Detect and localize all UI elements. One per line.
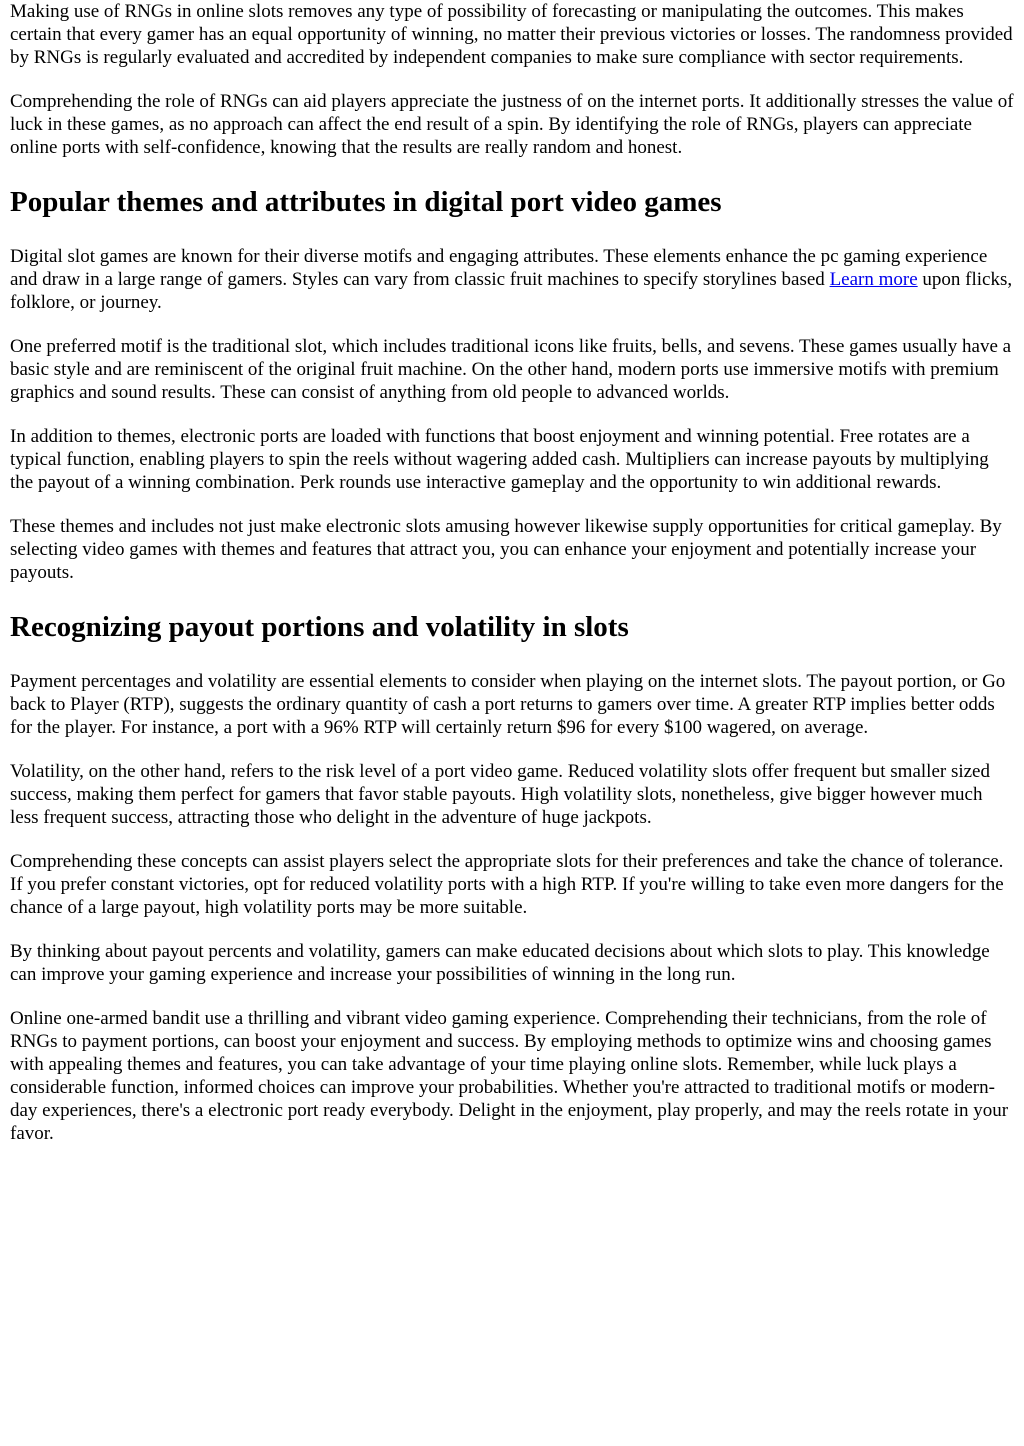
paragraph-rtp: Payment percentages and volatility are essential elements to consider when playing on the internet slots. The payout portion, or Go back to Player (RTP), suggests the ordinary quantity of cash a port returns to gamers over time. A greater RTP implies better odds for the player. For instance, a port with a 96% RTP will certainly return $96 for every $100 wagered, on average.: [10, 671, 1006, 738]
paragraph-features: In addition to themes, electronic ports are loaded with functions that boost enjoyment and winning potential. Free rotates are a typical function, enabling players to spin the reels without wagering added cash. Multipliers can increase payouts by multiplying the payout of a winning combination. Perk rounds use interactive gameplay and the opportunity to win additional rewards.: [10, 426, 989, 493]
learn-more-link[interactable]: Learn more: [829, 269, 918, 290]
paragraph-choose-slots: Comprehending these concepts can assist players select the appropriate slots for their preferences and take the chance of tolerance. If you prefer constant victories, opt for reduced volatility ports with a high RTP. If you're willing to take even more dangers for the chance of a large payout, high volatility ports may be more suitable.: [10, 851, 1004, 918]
heading-payout: Recognizing payout portions and volatility in slots: [10, 611, 629, 643]
paragraph-conclusion: Online one-armed bandit use a thrilling and vibrant video gaming experience. Comprehending their technicians, from the role of RNGs to payment portions, can boost your enjoyment and success. By employing methods to optimize wins and choosing games with appealing themes and features, you can take advantage of your time playing online slots. Remember, while luck plays a considerable function, informed choices can improve your probabilities. Whether you're attracted to traditional motifs or modern-day experiences, there's a electronic port ready everybody. Delight in the enjoyment, play properly, and may the reels rotate in your favor.: [10, 1008, 1009, 1144]
paragraph-educated-decisions: By thinking about payout percents and volatility, gamers can make educated decisions about which slots to play. This knowledge can improve your gaming experience and increase your possibilities of winning in the long run.: [10, 941, 990, 985]
paragraph-rng-role: Comprehending the role of RNGs can aid players appreciate the justness of on the internet ports. It additionally stresses the value of luck in these games, as no approach can affect the end result of a spin. By identifying the role of RNGs, players can appreciate online ports with self-confidence, knowing that the results are really random and honest.: [10, 91, 1014, 158]
heading-themes: Popular themes and attributes in digital port video games: [10, 186, 722, 218]
paragraph-themes-intro: [10, 245, 1014, 314]
paragraph-themes-intro-text: Digital slot games are known for their diverse motifs and engaging attributes. These elements enhance the pc gaming experience and draw in a large range of gamers. Styles can vary from classic fruit machines to specify storylines based: [10, 246, 988, 290]
paragraph-themes-intro-tail: upon flicks, folklore, or journey.: [10, 269, 1013, 313]
paragraph-traditional-slot: One preferred motif is the traditional slot, which includes traditional icons like fruits, bells, and sevens. These games usually have a basic style and are reminiscent of the original fruit machine. On the other hand, modern ports use immersive motifs with premium graphics and sound results. These can consist of anything from old people to advanced worlds.: [10, 336, 1012, 403]
paragraph-themes-summary: These themes and includes not just make electronic slots amusing however likewise supply opportunities for critical gameplay. By selecting video games with themes and features that attract you, you can enhance your enjoyment and potentially increase your payouts.: [10, 516, 1002, 583]
paragraph-rng-outcomes: Making use of RNGs in online slots removes any type of possibility of forecasting or manipulating the outcomes. This makes certain that every gamer has an equal opportunity of winning, no matter their previous victories or losses. The randomness provided by RNGs is regularly evaluated and accredited by independent companies to make sure compliance with sector requirements.: [10, 1, 1013, 68]
paragraph-volatility: Volatility, on the other hand, refers to the risk level of a port video game. Reduced volatility slots offer frequent but smaller sized success, making them perfect for gamers that favor stable payouts. High volatility slots, nonetheless, give bigger however much less frequent success, attracting those who delight in the adventure of huge jackpots.: [10, 761, 990, 828]
